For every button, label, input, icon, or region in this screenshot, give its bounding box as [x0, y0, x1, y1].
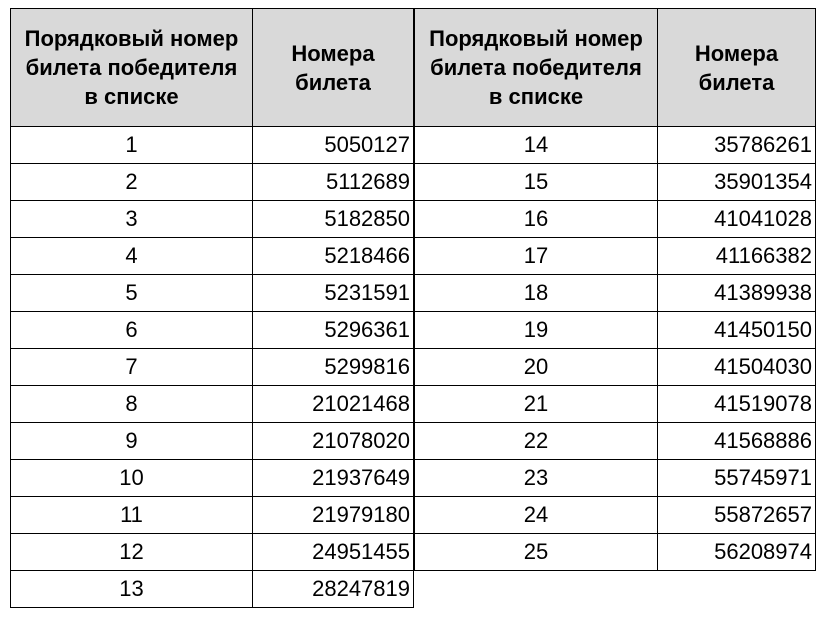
- column-header-position: [11, 9, 253, 127]
- position-cell: 21: [415, 386, 658, 423]
- ticket-cell: 56208974: [658, 534, 816, 571]
- ticket-cell: 5182850: [253, 201, 414, 238]
- table-row: [415, 423, 816, 460]
- table-row: [11, 164, 414, 201]
- table-row: [11, 312, 414, 349]
- position-cell: 23: [415, 460, 658, 497]
- table-header-row: [415, 9, 816, 127]
- table-row: [415, 164, 816, 201]
- ticket-cell: 41568886: [658, 423, 816, 460]
- table-row: [415, 349, 816, 386]
- ticket-cell: 35901354: [658, 164, 816, 201]
- ticket-cell: 41450150: [658, 312, 816, 349]
- table-row: [415, 275, 816, 312]
- position-cell: 9: [11, 423, 253, 460]
- ticket-cell: 21979180: [253, 497, 414, 534]
- column-header-position-label: Порядковый номер билета победителя в списке: [429, 26, 643, 109]
- ticket-cell: 55745971: [658, 460, 816, 497]
- position-cell: 15: [415, 164, 658, 201]
- position-cell: 14: [415, 127, 658, 164]
- table-row: [11, 386, 414, 423]
- table-row: [415, 460, 816, 497]
- ticket-cell: 41166382: [658, 238, 816, 275]
- position-cell: 6: [11, 312, 253, 349]
- table-row: [415, 497, 816, 534]
- position-cell: 24: [415, 497, 658, 534]
- winners-table-left: [10, 8, 414, 608]
- column-header-ticket: [658, 9, 816, 127]
- ticket-cell: 5218466: [253, 238, 414, 275]
- ticket-cell: 41504030: [658, 349, 816, 386]
- ticket-cell: 35786261: [658, 127, 816, 164]
- position-cell: 11: [11, 497, 253, 534]
- column-header-position-label: Порядковый номер билета победителя в списке: [24, 26, 239, 109]
- ticket-cell: 41389938: [658, 275, 816, 312]
- position-cell: 2: [11, 164, 253, 201]
- position-cell: 7: [11, 349, 253, 386]
- position-cell: 3: [11, 201, 253, 238]
- column-header-ticket-label: Номера билета: [694, 40, 779, 95]
- position-cell: 1: [11, 127, 253, 164]
- ticket-cell: 5231591: [253, 275, 414, 312]
- position-cell: 22: [415, 423, 658, 460]
- ticket-cell: 28247819: [253, 571, 414, 608]
- table-row: [415, 127, 816, 164]
- table-row: [11, 201, 414, 238]
- ticket-cell: 21937649: [253, 460, 414, 497]
- position-cell: 12: [11, 534, 253, 571]
- ticket-cell: 5296361: [253, 312, 414, 349]
- position-cell: 20: [415, 349, 658, 386]
- position-cell: 18: [415, 275, 658, 312]
- table-row: [415, 238, 816, 275]
- position-cell: 17: [415, 238, 658, 275]
- table-row: [11, 534, 414, 571]
- ticket-cell: 5050127: [253, 127, 414, 164]
- table-row: [11, 460, 414, 497]
- ticket-cell: 5299816: [253, 349, 414, 386]
- table-row: [11, 571, 414, 608]
- position-cell: 4: [11, 238, 253, 275]
- position-cell: 25: [415, 534, 658, 571]
- table-row: [11, 127, 414, 164]
- table-row: [11, 238, 414, 275]
- position-cell: 10: [11, 460, 253, 497]
- table-header-row: [11, 9, 414, 127]
- table-row: [415, 201, 816, 238]
- ticket-cell: 55872657: [658, 497, 816, 534]
- winners-tables: [10, 8, 816, 608]
- position-cell: 5: [11, 275, 253, 312]
- table-row: [11, 423, 414, 460]
- ticket-cell: 41041028: [658, 201, 816, 238]
- table-row: [415, 534, 816, 571]
- ticket-cell: 5112689: [253, 164, 414, 201]
- column-header-ticket: [253, 9, 414, 127]
- ticket-cell: 24951455: [253, 534, 414, 571]
- ticket-cell: 21021468: [253, 386, 414, 423]
- position-cell: 13: [11, 571, 253, 608]
- ticket-cell: 21078020: [253, 423, 414, 460]
- position-cell: 19: [415, 312, 658, 349]
- position-cell: 8: [11, 386, 253, 423]
- column-header-position: [415, 9, 658, 127]
- table-row: [11, 497, 414, 534]
- table-row: [415, 386, 816, 423]
- table-row: [11, 349, 414, 386]
- table-row: [415, 312, 816, 349]
- winners-table-right: [414, 8, 816, 571]
- ticket-cell: 41519078: [658, 386, 816, 423]
- column-header-ticket-label: Номера билета: [291, 40, 375, 95]
- table-row: [11, 275, 414, 312]
- position-cell: 16: [415, 201, 658, 238]
